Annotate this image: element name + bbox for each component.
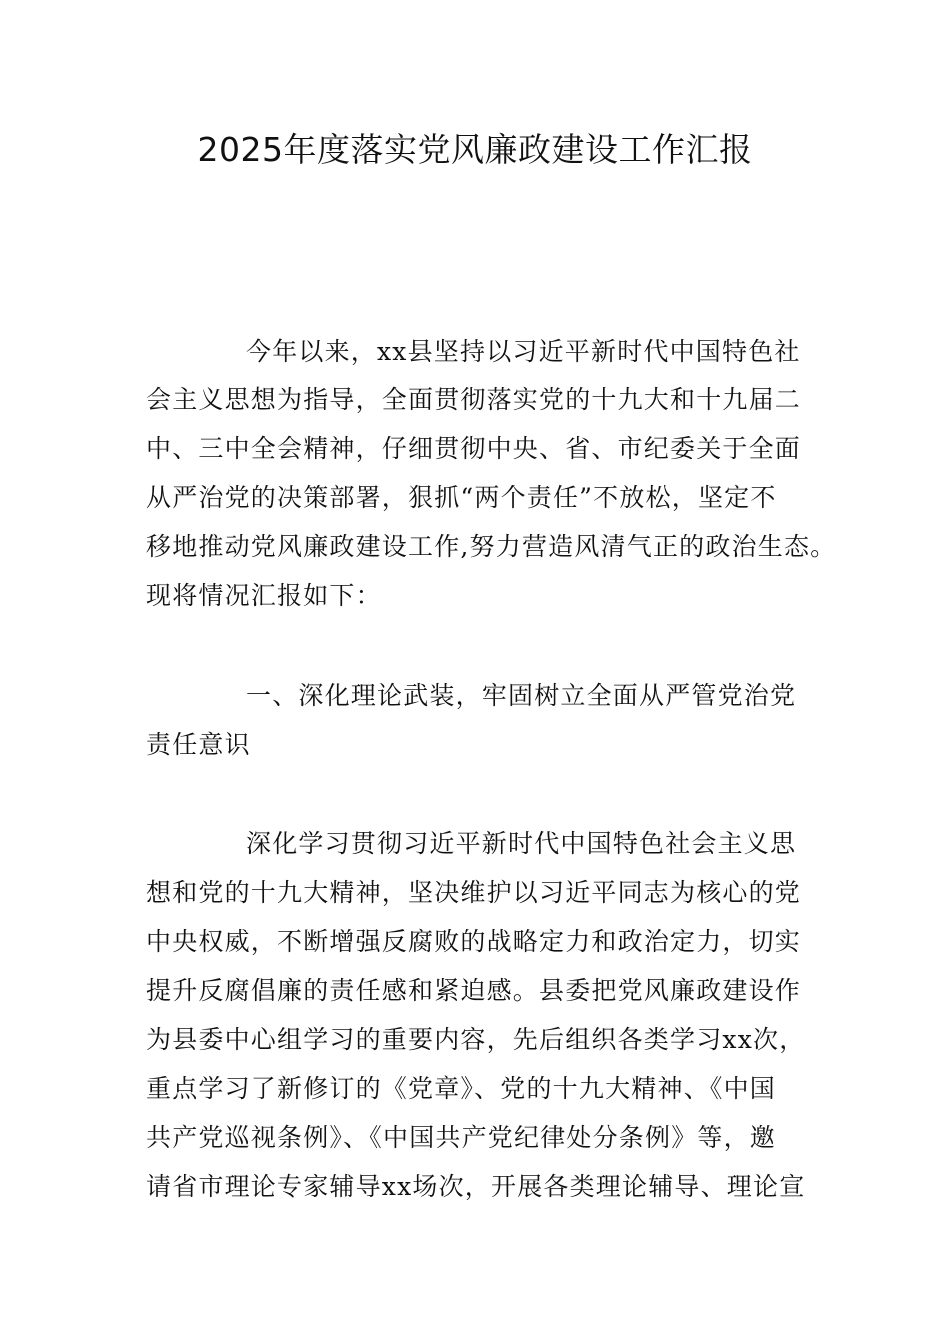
paragraph-body-line: 提升反腐倡廉的责任感和紧迫感。县委把党风廉政建设作 — [146, 976, 802, 1005]
section-heading-line: 责任意识 — [146, 730, 251, 759]
document-title: 2025年度落实党风廉政建设工作汇报 — [197, 130, 753, 169]
paragraph-intro-line: 会主义思想为指导，全面贯彻落实党的十九大和十九届二 — [146, 385, 802, 414]
paragraph-intro-line: 现将情况汇报如下： — [146, 581, 382, 610]
paragraph-intro-line: 从严治党的决策部署，狠抓“两个责任”不放松，坚定不 — [146, 483, 777, 512]
paragraph-body-line: 想和党的十九大精神，坚决维护以习近平同志为核心的党 — [146, 878, 802, 907]
section-heading-line: 一、深化理论武装，牢固树立全面从严管党治党 — [246, 681, 797, 710]
paragraph-body-line: 重点学习了新修订的《党章》、党的十九大精神、《中国 — [146, 1074, 777, 1103]
paragraph-body-line: 深化学习贯彻习近平新时代中国特色社会主义思 — [246, 829, 797, 858]
paragraph-body-line: 为县委中心组学习的重要内容，先后组织各类学习xx次， — [146, 1025, 806, 1054]
paragraph-body-line: 中央权威，不断增强反腐败的战略定力和政治定力，切实 — [146, 927, 802, 956]
paragraph-intro-line: 今年以来，xx县坚持以习近平新时代中国特色社 — [246, 337, 801, 366]
paragraph-body-line: 共产党巡视条例》、《中国共产党纪律处分条例》等，邀 — [146, 1123, 777, 1152]
paragraph-intro-line: 移地推动党风廉政建设工作,努力营造风清气正的政治生态。 — [146, 532, 837, 561]
paragraph-body-line: 请省市理论专家辅导xx场次，开展各类理论辅导、理论宣 — [146, 1172, 806, 1201]
paragraph-intro-line: 中、三中全会精神，仔细贯彻中央、省、市纪委关于全面 — [146, 434, 802, 463]
